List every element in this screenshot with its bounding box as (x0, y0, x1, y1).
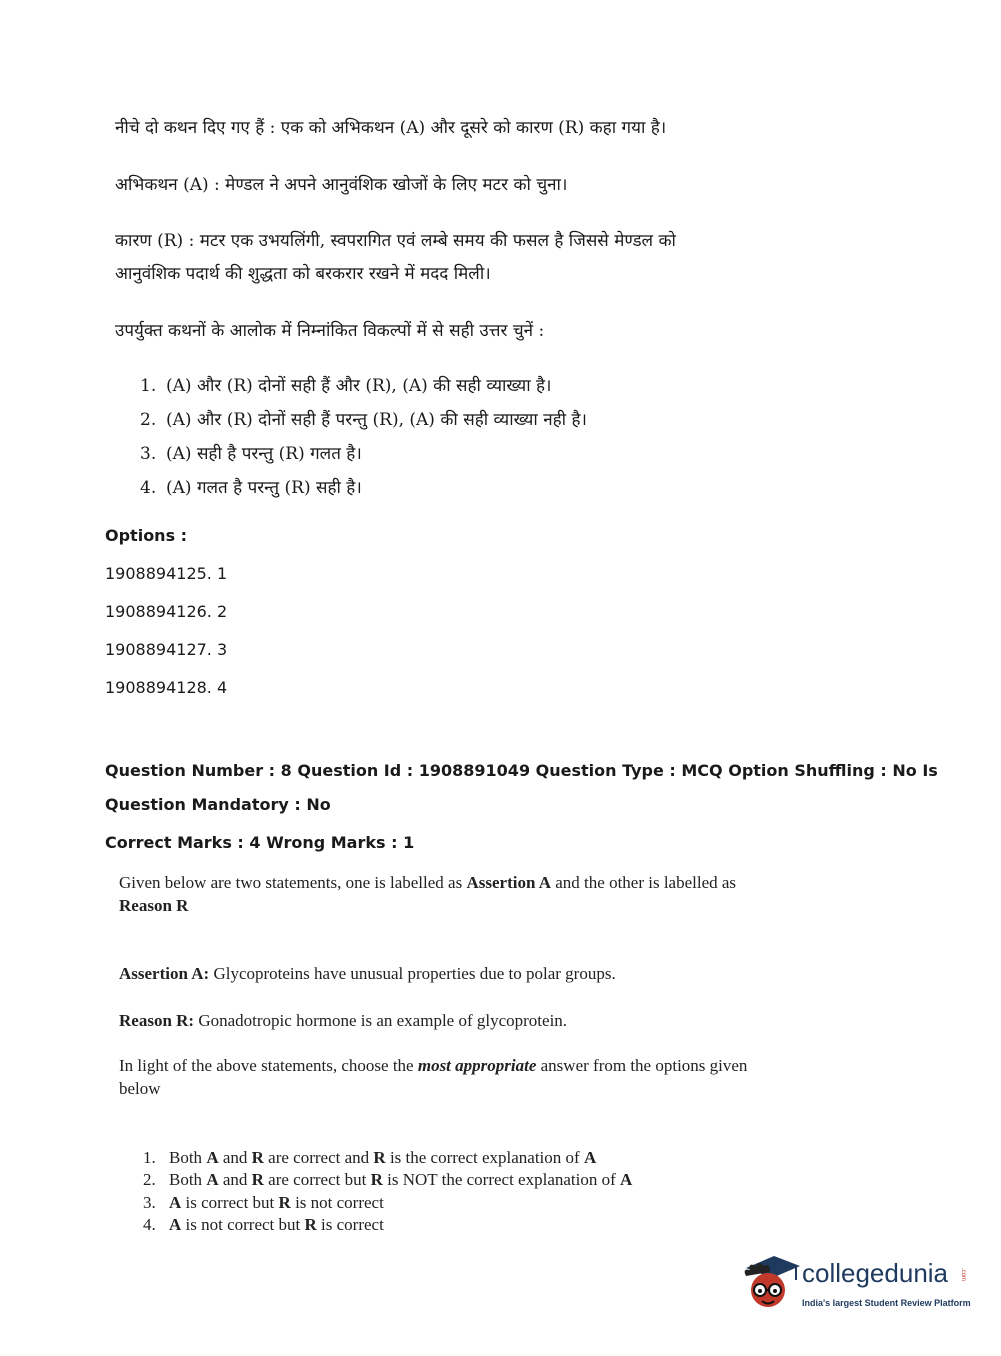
reason-label: Reason R: (119, 1011, 195, 1030)
english-instruction-line2: below (119, 1079, 161, 1098)
option-item: 1908894126. 2 (105, 602, 228, 621)
hindi-assertion: अभिकथन (A) : मेण्डल ने अपने आनुवंशिक खोजों के लिए मटर को चुना। (115, 175, 568, 195)
mascot-icon (740, 1250, 800, 1314)
logo-suffix: .com (960, 1268, 966, 1282)
options-heading: Options : (105, 526, 188, 545)
reason-text: Gonadotropic hormone is an example of glycoprotein. (194, 1011, 568, 1030)
english-choice: 1. Both A and R are correct and R is the correct explanation of A (143, 1148, 597, 1167)
option-item: 1908894128. 4 (105, 678, 228, 697)
hindi-choice (140, 441, 362, 464)
question-meta-line3: Correct Marks : 4 Wrong Marks : 1 (105, 833, 415, 852)
assertion-label: Assertion A: (119, 964, 210, 983)
english-choice: 4. A is not correct but R is correct (143, 1215, 384, 1234)
option-item: 1908894127. 3 (105, 640, 228, 659)
choice-number: 4. (140, 478, 157, 498)
english-reason (119, 1011, 567, 1031)
english-choice: 3. A is correct but R is not correct (143, 1193, 384, 1212)
english-intro: Given below are two statements, one is labelled as Assertion A and the other is labelled as (119, 873, 737, 892)
hindi-choice (140, 475, 362, 498)
logo-tagline: India's largest Student Review Platform (802, 1298, 971, 1308)
choice-number: 2. (140, 410, 157, 430)
choice-text: (A) गलत है परन्तु (R) सही है। (166, 478, 362, 498)
hindi-reason-line2: आनुवंशिक पदार्थ की शुद्धता को बरकरार रखने में मदद मिली। (115, 264, 491, 284)
choice-number: 1. (140, 376, 157, 396)
logo-name: collegedunia (802, 1258, 949, 1288)
choice-text: (A) और (R) दोनों सही हैं और (R), (A) की सही व्याख्या है। (166, 376, 552, 396)
question-meta-line2: Question Mandatory : No (105, 795, 331, 814)
hindi-reason-line1: कारण (R) : मटर एक उभयलिंगी, स्वपरागित एवं लम्बे समय की फसल है जिससे मेण्डल को (115, 231, 676, 251)
choice-text: (A) और (R) दोनों सही हैं परन्तु (R), (A) की सही व्याख्या नही है। (166, 410, 587, 430)
emphasis: most appropriate (417, 1056, 537, 1075)
assertion-text: Glycoproteins have unusual properties due to polar groups. (209, 964, 616, 983)
question-meta-line1: Question Number : 8 Question Id : 1908891049 Question Type : MCQ Option Shuffling : No Is (105, 761, 938, 780)
collegedunia-logo (740, 1250, 970, 1320)
hindi-choice (140, 407, 587, 430)
assertion-term: Assertion A (466, 873, 551, 892)
hindi-intro: नीचे दो कथन दिए गए हैं : एक को अभिकथन (A) और दूसरे को कारण (R) कहा गया है। (115, 118, 667, 138)
hindi-choice (140, 373, 552, 396)
english-assertion (119, 964, 616, 984)
hindi-instruction: उपर्युक्त कथनों के आलोक में निम्नांकित विकल्पों में से सही उत्तर चुनें : (115, 321, 545, 341)
choice-text: (A) सही है परन्तु (R) गलत है। (166, 444, 362, 464)
english-choice: 2. Both A and R are correct but R is NOT the correct explanation of A (143, 1170, 633, 1189)
english-intro-line2 (119, 896, 188, 916)
choice-number: 3. (140, 444, 157, 464)
reason-term: Reason R (119, 896, 189, 915)
english-instruction: In light of the above statements, choose the most appropriate answer from the options given (119, 1056, 748, 1075)
option-item: 1908894125. 1 (105, 564, 228, 583)
